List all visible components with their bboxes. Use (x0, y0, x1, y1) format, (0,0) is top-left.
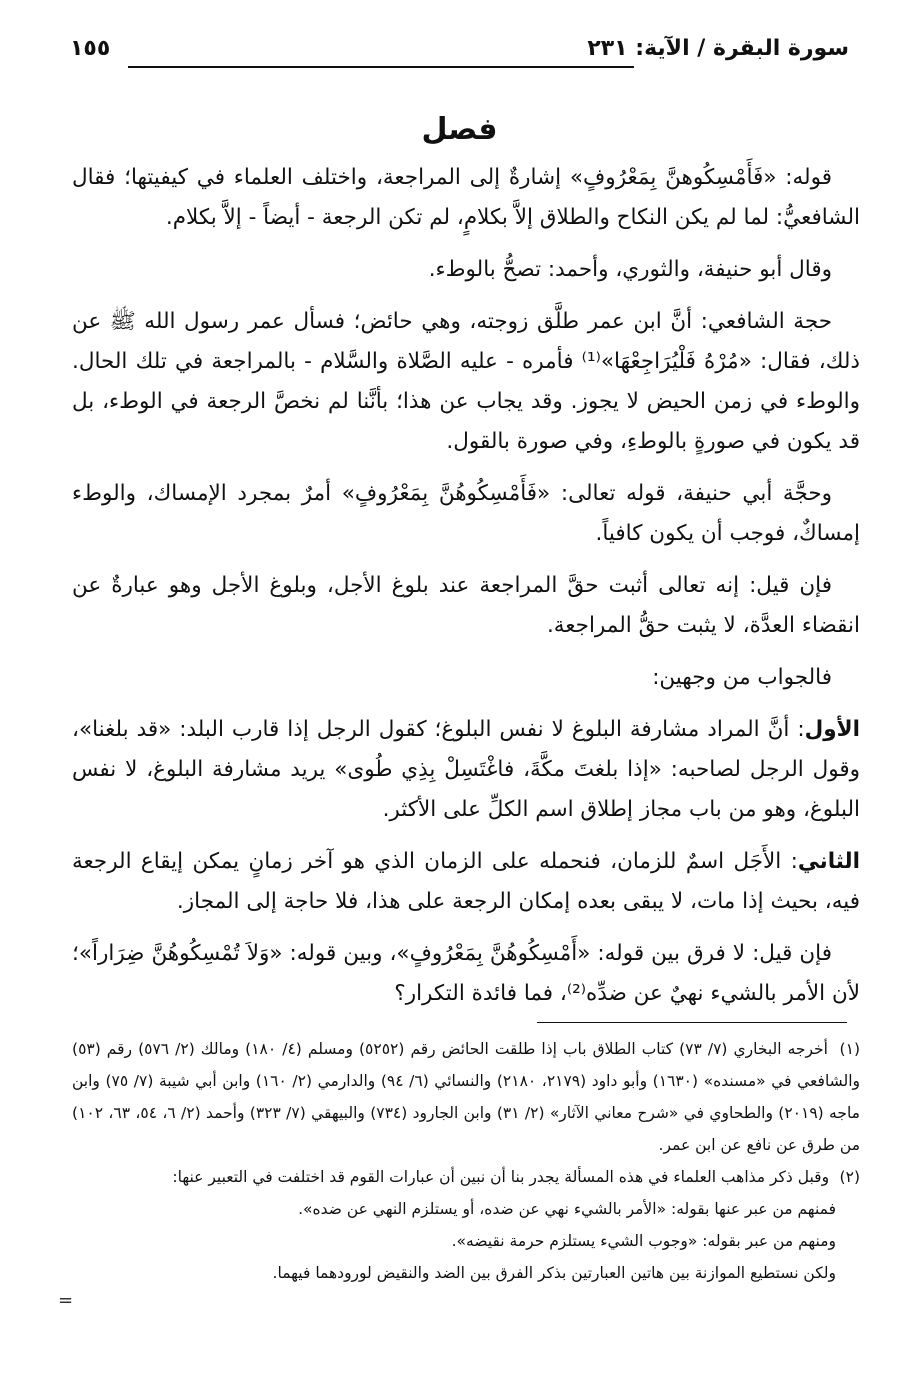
paragraph-6: فالجواب من وجهين: (652, 665, 832, 690)
second-point-text: : الأَجَل اسمٌ للزمان، فنحمله على الزمان الذي هو آخر زمانٍ يمكن إيقاع الرجعة فيه، بحيث إذا مات، لا يبقى بعده إمكان الرجعة على هذا، فلا حاجة إلى المجاز. (72, 849, 860, 914)
footnote-2-text: وقبل ذكر مذاهب العلماء في هذه المسألة يجدر بنا أن نبين أن عبارات القوم قد اختلفت في التعبير عنها: (172, 1168, 830, 1186)
paragraph-3: حجة الشافعي: أنَّ ابن عمر طلَّق زوجته، وهي حائض؛ فسأل عمر رسول الله ﷺ عن ذلك، فقال: «مُرْهُ فَلْيُرَاجِعْهَا»⁽¹⁾ فأمره - عليه الصَّلاة والسَّلام - بالمراجعة في تلك الحال. والوطء في زمن الحيض لا يجوز. وقد يجاب عن هذا؛ بأنَّنا لم نخصَّ الرجعة في الوطء، بل قد يكون في صورةٍ بالوطءِ، وفي صورة بالقول. (72, 309, 860, 454)
surah-ayah-title: سورة البقرة / الآية: ٢٣١ (587, 36, 849, 61)
footnote-1 (72, 1033, 860, 1161)
paragraph-2: وقال أبو حنيفة، والثوري، وأحمد: تصحُّ بالوطء. (428, 257, 832, 282)
footnote-2-line-1: فمنهم من عبر عنها بقوله: «الأمر بالشيء نهي عن ضده، أو يستلزم النهي عن ضده». (298, 1200, 836, 1218)
section-title: فصل (421, 112, 498, 147)
first-point-label: الأول (804, 717, 860, 742)
paragraph-5: فإن قيل: إنه تعالى أثبت حقَّ المراجعة عند بلوغ الأجل، وبلوغ الأجل وهو عبارةٌ عن انقضاء العدَّة، لا يثبت حقُّ المراجعة. (72, 573, 860, 638)
footnote-2-line-2: ومنهم من عبر بقوله: «وجوب الشيء يستلزم حرمة نقيضه». (451, 1232, 836, 1250)
paragraph-1: قوله: «فَأَمْسِكُوهنَّ بِمَعْرُوفٍ» إشارةٌ إلى المراجعة، واختلف العلماء في كيفيتها؛ فقال الشافعيُّ: لما لم يكن النكاح والطلاق إلاَّ بكلامٍ، لم تكن الرجعة - أيضاً - إلاَّ بكلام. (72, 165, 860, 230)
footnote-1-number: (١) (839, 1040, 860, 1058)
footnote-2-line-3: ولكن نستطيع الموازنة بين هاتين العبارتين بذكر الفرق بين الضد والنقيض لورودهما فيهما. (272, 1264, 836, 1282)
footnotes (72, 1033, 860, 1289)
first-point-text: : أنَّ المراد مشارفة البلوغ لا نفس البلوغ؛ كقول الرجل إذا قارب البلد: «قد بلغنا»، وقول الرجل لصاحبه: «إذا بلغتَ مكَّةَ، فاغْتَسِلْ بِذِي طُوى» يريد مشارفة البلوغ، لا نفس البلوغ، وهو من باب مجاز إطلاق اسم الكلِّ على الأكثر. (72, 717, 860, 822)
footnote-2-number: (٢) (839, 1168, 860, 1186)
footnote-separator (537, 1022, 847, 1023)
page-number: ١٥٥ (70, 36, 111, 61)
paragraph-9: فإن قيل: لا فرق بين قوله: «أَمْسِكُوهُنَّ بِمَعْرُوفٍ»، وبين قوله: «وَلاَ تُمْسِكُوهُنَّ ضِرَاراً»؛ لأن الأمر بالشيء نهيٌ عن ضدِّه⁽²⁾، فما فائدة التكرار؟ (72, 941, 860, 1006)
header-rule (128, 66, 634, 68)
footnote-1-text: أخرجه البخاري (٧/ ٧٣) كتاب الطلاق باب إذا طلقت الحائض رقم (٥٢٥٢) ومسلم (٤/ ١٨٠) ومالك (٢/ ٥٧٦) رقم (٥٣) والشافعي في «مسنده» (١٦٣٠) وأبو داود (٢١٧٩، ٢١٨٠) والنسائي (٦/ ٩٤) والدارمي (٢/ ١٦٠) وابن أبي شيبة (٧/ ٧٥) وابن ماجه (٢٠١٩) والطحاوي في «شرح معاني الآثار» (٢/ ٣١) وابن الجارود (٧٣٤) والبيهقي (٧/ ٣٢٣) وأحمد (٢/ ٦، ٥٤، ٦٣، ١٠٢) من طرق عن نافع عن ابن عمر. (72, 1040, 861, 1154)
paragraph-4: وحجَّة أبي حنيفة، قوله تعالى: «فَأَمْسِكُوهُنَّ بِمَعْرُوفٍ» أمرٌ بمجرد الإمساك، والوطء إمساكٌ، فوجب أن يكون كافياً. (72, 481, 860, 546)
continuation-mark: = (58, 1290, 74, 1311)
paragraph-7 (72, 710, 860, 830)
paragraph-8 (72, 842, 860, 922)
main-text (72, 158, 860, 1026)
second-point-label: الثاني (797, 849, 860, 874)
footnote-2 (72, 1161, 860, 1193)
running-header (70, 28, 849, 76)
